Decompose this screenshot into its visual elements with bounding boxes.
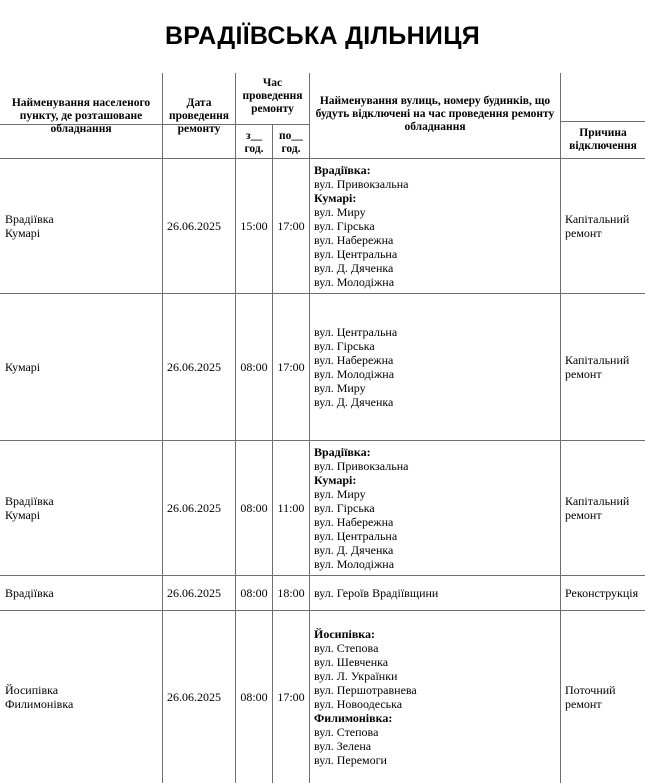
streets-cell bbox=[314, 159, 558, 293]
street-item: вул. Першотравнева bbox=[314, 683, 417, 697]
street-item: вул. Д. Дяченка bbox=[314, 395, 394, 409]
street-item: вул. Степова bbox=[314, 641, 379, 655]
street-item: вул. Набережна bbox=[314, 353, 394, 367]
street-item: вул. Л. Українки bbox=[314, 669, 398, 683]
reason-text: Поточний bbox=[565, 683, 616, 697]
reason-text: Капітальний bbox=[565, 212, 630, 226]
street-item: вул. Д. Дяченка bbox=[314, 543, 394, 557]
settlement-cell bbox=[5, 441, 161, 575]
settlement-name: Кумарі bbox=[5, 226, 41, 240]
street-item: вул. Шевченка bbox=[314, 655, 389, 669]
settlement-cell bbox=[5, 611, 161, 783]
reason-text: ремонт bbox=[565, 367, 602, 381]
time-to-cell: 17:00 bbox=[277, 690, 305, 704]
header-from: з__ год. bbox=[244, 130, 264, 155]
street-item: вул. Гірська bbox=[314, 219, 375, 233]
reason-cell bbox=[565, 159, 645, 293]
settlement-heading: Кумарі: bbox=[314, 191, 357, 205]
reason-text: ремонт bbox=[565, 697, 602, 711]
street-item: вул. Центральна bbox=[314, 247, 398, 261]
reason-cell bbox=[565, 294, 645, 440]
reason-text: ремонт bbox=[565, 226, 602, 240]
header-streets: Найменування вулиць, номеру будинків, що будуть відключені на час проведення ремонту обладнання bbox=[315, 95, 555, 133]
street-item: вул. Перемоги bbox=[314, 753, 387, 767]
streets-cell bbox=[314, 294, 558, 440]
street-item: вул. Привокзальна bbox=[314, 459, 409, 473]
reason-text: ремонт bbox=[565, 508, 602, 522]
header-date: Дата проведення ремонту bbox=[168, 96, 230, 135]
street-item: вул. Миру bbox=[314, 381, 366, 395]
street-item: вул. Миру bbox=[314, 205, 366, 219]
time-to-cell: 17:00 bbox=[277, 360, 305, 374]
reason-cell bbox=[565, 441, 645, 575]
street-item: вул. Миру bbox=[314, 487, 366, 501]
streets-cell bbox=[314, 441, 558, 575]
reason-text: Капітальний bbox=[565, 353, 630, 367]
header-settlement: Найменування населеного пункту, де розташоване обладнання bbox=[11, 96, 151, 135]
reason-text: Реконструкція bbox=[565, 586, 639, 600]
settlement-name: Кумарі bbox=[5, 360, 41, 374]
street-item: вул. Гірська bbox=[314, 339, 375, 353]
street-item: вул. Молодіжна bbox=[314, 367, 395, 381]
street-item: вул. Набережна bbox=[314, 515, 394, 529]
settlement-cell bbox=[5, 159, 161, 293]
reason-cell bbox=[565, 576, 645, 610]
street-item: вул. Степова bbox=[314, 725, 379, 739]
street-item: вул. Молодіжна bbox=[314, 557, 395, 571]
time-from-cell: 08:00 bbox=[240, 586, 268, 600]
time-from-cell: 08:00 bbox=[240, 690, 268, 704]
settlement-heading: Йосипівка: bbox=[314, 627, 376, 641]
street-item: вул. Центральна bbox=[314, 325, 398, 339]
streets-cell bbox=[314, 611, 558, 783]
time-to-cell: 11:00 bbox=[277, 501, 305, 515]
settlement-cell bbox=[5, 576, 161, 610]
reason-cell bbox=[565, 611, 645, 783]
page-title: ВРАДІЇВСЬКА ДІЛЬНИЦЯ bbox=[164, 22, 481, 50]
settlement-cell bbox=[5, 294, 161, 440]
settlement-name: Йосипівка bbox=[5, 683, 59, 697]
street-item: вул. Привокзальна bbox=[314, 177, 409, 191]
settlement-name: Врадіївка bbox=[5, 212, 54, 226]
date-cell: 26.06.2025 bbox=[167, 501, 221, 515]
settlement-heading: Врадіївка: bbox=[314, 445, 371, 459]
date-cell: 26.06.2025 bbox=[167, 690, 221, 704]
settlement-name: Врадіївка bbox=[5, 586, 54, 600]
date-cell: 26.06.2025 bbox=[167, 586, 221, 600]
settlement-name: Кумарі bbox=[5, 508, 41, 522]
date-cell: 26.06.2025 bbox=[167, 360, 221, 374]
street-item: вул. Центральна bbox=[314, 529, 398, 543]
settlement-heading: Филимонівка: bbox=[314, 711, 393, 725]
settlement-name: Филимонівка bbox=[5, 697, 74, 711]
reason-text: Капітальний bbox=[565, 494, 630, 508]
time-to-cell: 17:00 bbox=[277, 219, 305, 233]
street-item: вул. Набережна bbox=[314, 233, 394, 247]
street-item: вул. Новоодеська bbox=[314, 697, 403, 711]
street-item: вул. Героїв Врадіївщини bbox=[314, 586, 439, 600]
street-item: вул. Гірська bbox=[314, 501, 375, 515]
street-item: вул. Зелена bbox=[314, 739, 372, 753]
streets-cell bbox=[314, 576, 558, 610]
time-to-cell: 18:00 bbox=[277, 586, 305, 600]
settlement-name: Врадіївка bbox=[5, 494, 54, 508]
settlement-heading: Кумарі: bbox=[314, 473, 357, 487]
settlement-heading: Врадіївка: bbox=[314, 163, 371, 177]
street-item: вул. Молодіжна bbox=[314, 275, 395, 289]
time-from-cell: 08:00 bbox=[240, 360, 268, 374]
date-cell: 26.06.2025 bbox=[167, 219, 221, 233]
header-time: Час проведення ремонту bbox=[242, 77, 303, 115]
header-to: по__ год. bbox=[279, 130, 303, 155]
header-reason: Причина відключення bbox=[569, 127, 637, 152]
street-item: вул. Д. Дяченка bbox=[314, 261, 394, 275]
time-from-cell: 08:00 bbox=[240, 501, 268, 515]
time-from-cell: 15:00 bbox=[240, 219, 268, 233]
